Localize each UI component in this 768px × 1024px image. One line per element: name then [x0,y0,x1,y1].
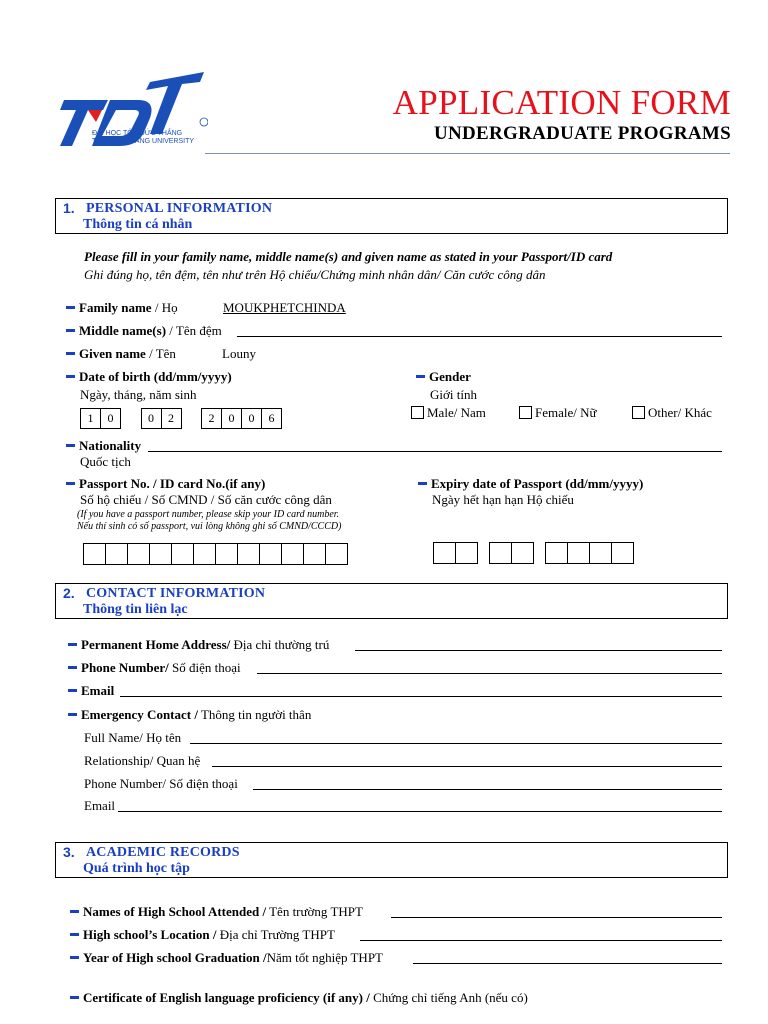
school-location-field[interactable] [360,940,722,941]
bullet-icon [70,956,79,959]
passport-note-en: (If you have a passport number, please skip your ID card number. [77,509,340,520]
gender-label: Gender [429,369,471,384]
gender-option-other[interactable] [632,405,712,421]
school-location-label-vi: Địa chỉ Trường THPT [216,927,335,942]
expiry-year-cell[interactable] [611,542,634,564]
logo-sub-en: TON DUC THANG UNIVERSITY [92,138,195,145]
gender-option-male[interactable] [411,405,486,421]
expiry-date-boxes[interactable] [433,542,633,564]
ec-relationship-field[interactable] [212,766,722,767]
nationality-field[interactable] [148,451,722,452]
emergency-label-vi: Thông tin người thân [197,707,312,722]
family-name-value[interactable]: MOUKPHETCHINDA [223,300,346,315]
dob-row [66,369,232,385]
ec-email-label: Email [84,798,116,813]
male-label: Male/ Nam [427,405,486,420]
dob-year-digit[interactable]: 0 [241,408,262,429]
expiry-year-cell[interactable] [545,542,568,564]
expiry-row [418,476,643,492]
section-title-en: ACADEMIC RECORDS [86,845,240,860]
header-divider [205,153,730,154]
passport-cell[interactable] [303,543,326,565]
email-field[interactable] [120,696,722,697]
bullet-icon [418,482,427,485]
high-school-label-vi: Tên trường THPT [266,904,363,919]
section-title-vi: Thông tin liên lạc [83,602,188,617]
section-title-en: PERSONAL INFORMATION [86,201,273,216]
passport-cell[interactable] [149,543,172,565]
expiry-year-cell[interactable] [589,542,612,564]
middle-name-row [66,323,222,339]
bullet-icon [70,910,79,913]
instruction-vi: Ghi đúng họ, tên đệm, tên như trên Hộ chiếu/Chứng minh nhân dân/ Căn cước công dân [84,267,546,282]
expiry-month-cell[interactable] [489,542,512,564]
english-cert-label: Certificate of English language proficiency (if any) / [83,990,370,1005]
middle-name-label-vi: / Tên đệm [166,323,222,338]
email-row [68,683,114,699]
english-cert-row [70,990,528,1006]
expiry-label: Expiry date of Passport (dd/mm/yyyy) [431,476,644,491]
logo-sub-vi: ĐẠI HỌC TÔN ĐỨC THẮNG [92,130,183,137]
nationality-label: Nationality [79,438,142,453]
dob-label: Date of birth (dd/mm/yyyy) [79,369,232,384]
passport-cell[interactable] [171,543,194,565]
email-label: Email [81,683,115,698]
form-subtitle: UNDERGRADUATE PROGRAMS [433,123,731,144]
gender-row [416,369,471,385]
given-name-row [66,346,176,362]
section-title-vi: Thông tin cá nhân [83,217,193,232]
dob-year-digit[interactable]: 0 [221,408,242,429]
address-label: Permanent Home Address/ [81,637,231,652]
emergency-row [68,707,311,723]
bullet-icon [68,713,77,716]
ec-relationship-label: Relationship/ Quan hệ [84,753,201,768]
form-title: APPLICATION FORM [392,83,731,122]
section-title-vi: Quá trình học tập [83,861,190,876]
instruction-en: Please fill in your family name, middle name(s) and given name as stated in your Passport/ID card [84,249,613,264]
bullet-icon [66,306,75,309]
bullet-icon [416,375,425,378]
other-checkbox[interactable] [632,406,645,419]
dob-boxes[interactable] [80,408,281,429]
university-logo [58,70,208,152]
section-academic-records-header [55,842,728,878]
section-number: 1. [63,200,75,216]
dob-year-digit[interactable]: 6 [261,408,282,429]
male-checkbox[interactable] [411,406,424,419]
passport-number-boxes[interactable] [83,543,347,565]
address-field[interactable] [355,650,722,651]
phone-row [68,660,241,676]
dob-day-digit[interactable]: 1 [80,408,101,429]
address-row [68,637,329,653]
passport-cell[interactable] [325,543,348,565]
family-name-label: Family name [79,300,152,315]
dob-label-vi: Ngày, tháng, năm sinh [80,387,197,402]
passport-cell[interactable] [105,543,128,565]
expiry-day-cell[interactable] [455,542,478,564]
nationality-row [66,438,141,454]
ec-phone-label: Phone Number/ Số điện thoại [84,776,238,791]
passport-cell[interactable] [83,543,106,565]
dob-day-digit[interactable]: 0 [100,408,121,429]
given-name-label: Given name [79,346,146,361]
passport-label: Passport No. / ID card No.(if any) [79,476,266,491]
bullet-icon [68,689,77,692]
given-name-label-vi: / Tên [145,346,176,361]
ec-phone-field[interactable] [253,789,722,790]
bullet-icon [66,329,75,332]
section-title-en: CONTACT INFORMATION [86,586,266,601]
graduation-year-row [70,950,383,966]
phone-label: Phone Number/ [81,660,169,675]
passport-cell[interactable] [281,543,304,565]
bullet-icon [70,996,79,999]
bullet-icon [66,444,75,447]
dob-month-digit[interactable]: 2 [161,408,182,429]
expiry-label-vi: Ngày hết hạn hạn Hộ chiếu [432,492,574,507]
passport-row [66,476,265,492]
family-name-row [66,300,178,316]
section-number: 2. [63,585,75,601]
bullet-icon [68,666,77,669]
dob-year-digit[interactable]: 2 [201,408,222,429]
ec-fullname-field[interactable] [190,743,722,744]
phone-field[interactable] [257,673,722,674]
middle-name-label: Middle name(s) [79,323,167,338]
bullet-icon [70,933,79,936]
school-location-row [70,927,335,943]
section-personal-info-header [55,198,728,234]
section-contact-info-header [55,583,728,619]
gender-label-vi: Giới tính [430,387,477,402]
ec-email-field[interactable] [118,811,722,812]
other-label: Other/ Khác [648,405,712,420]
graduation-year-field[interactable] [413,963,722,964]
expiry-year-cell[interactable] [567,542,590,564]
passport-note-vi: Nếu thí sinh có số passport, vui lòng không ghi số CMND/CCCD) [77,521,342,532]
high-school-field[interactable] [391,917,722,918]
ec-fullname-label: Full Name/ Họ tên [84,730,182,745]
bullet-icon [66,375,75,378]
expiry-month-cell[interactable] [511,542,534,564]
gender-option-female[interactable] [519,405,597,421]
female-label: Female/ Nữ [535,405,597,420]
address-label-vi: Địa chỉ thường trú [230,637,330,652]
dob-month-digit[interactable]: 0 [141,408,162,429]
graduation-year-label-vi: Năm tốt nghiệp THPT [266,950,383,965]
english-cert-label-vi: Chứng chỉ tiếng Anh (nếu có) [369,990,528,1005]
nationality-label-vi: Quốc tịch [80,454,131,469]
given-name-value[interactable]: Louny [222,346,256,361]
expiry-day-cell[interactable] [433,542,456,564]
middle-name-field[interactable] [237,336,722,337]
passport-label-vi: Số hộ chiếu / Số CMND / Số căn cước công dân [80,492,332,507]
graduation-year-label: Year of High school Graduation / [83,950,267,965]
passport-cell[interactable] [259,543,282,565]
emergency-label: Emergency Contact / [81,707,198,722]
phone-label-vi: Số điện thoại [168,660,241,675]
high-school-label: Names of High School Attended / [83,904,267,919]
female-checkbox[interactable] [519,406,532,419]
high-school-row [70,904,363,920]
bullet-icon [66,482,75,485]
school-location-label: High school’s Location / [83,927,217,942]
passport-cell[interactable] [193,543,216,565]
section-number: 3. [63,844,75,860]
bullet-icon [68,643,77,646]
family-name-label-vi: / Họ [151,300,178,315]
passport-cell[interactable] [127,543,150,565]
passport-cell[interactable] [215,543,238,565]
passport-cell[interactable] [237,543,260,565]
bullet-icon [66,352,75,355]
